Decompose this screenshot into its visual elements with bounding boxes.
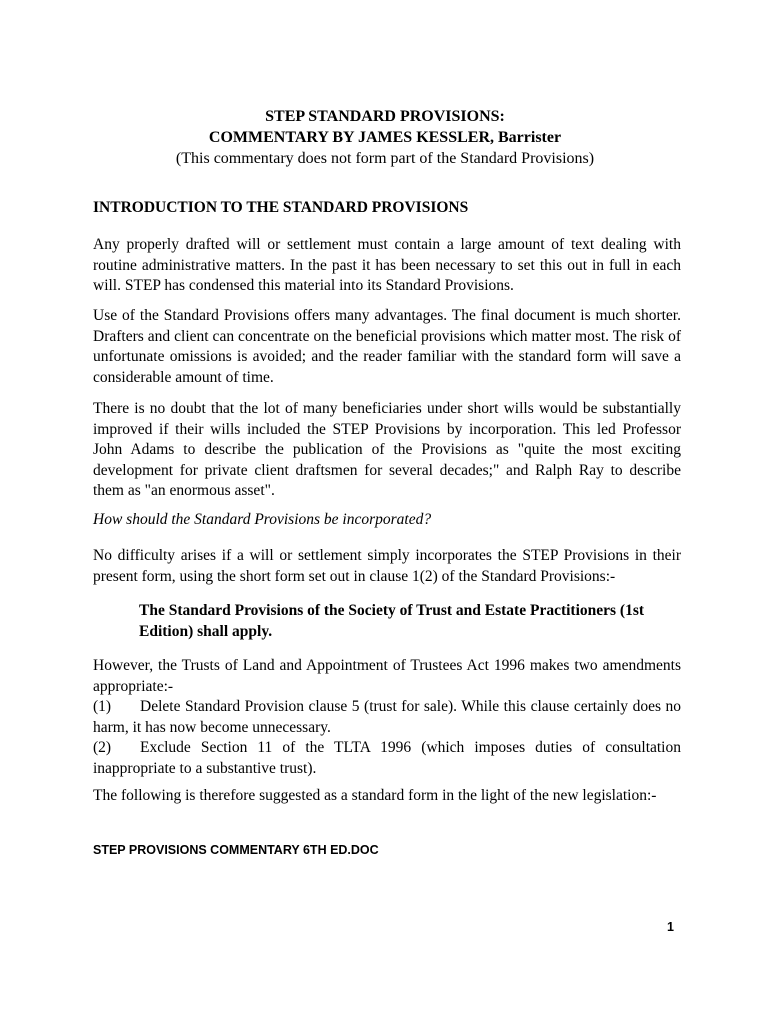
paragraph-4: No difficulty arises if a will or settlement simply incorporates the STEP Provisions in their present form, using the short form set out in clause 1(2) of the Standard Provisions:- [93, 547, 681, 585]
subheading: How should the Standard Provisions be incorporated? [93, 511, 432, 528]
header-author: COMMENTARY BY JAMES KESSLER, Barrister [208, 129, 562, 146]
list-item-1-text: Delete Standard Provision clause 5 (trust for sale). While this clause certainly does no harm, it has now become unnecessary. [93, 698, 681, 736]
header-note: (This commentary does not form part of the Standard Provisions) [175, 150, 595, 167]
page-number: 1 [667, 920, 674, 934]
paragraph-5-intro: However, the Trusts of Land and Appointment of Trustees Act 1996 makes two amendments appropriate:- [93, 657, 681, 695]
paragraph-1: Any properly drafted will or settlement must contain a large amount of text dealing with routine administrative matters. In the past it has been necessary to set this out in full in each will. STEP has condensed this material into its Standard Provisions. [93, 236, 681, 294]
document-header [0, 106, 770, 169]
quoted-clause: The Standard Provisions of the Society of Trust and Estate Practitioners (1st Edition) shall apply. [139, 602, 645, 640]
paragraph-2: Use of the Standard Provisions offers many advantages. The final document is much shorter. Drafters and client can concentrate on the beneficial provisions which matter most. The risk of unfortunate omissions is avoided; and the reader familiar with the standard form will save a considerable amount of time. [93, 307, 681, 386]
footer-filename: STEP PROVISIONS COMMENTARY 6TH ED.DOC [93, 843, 379, 857]
paragraph-3: There is no doubt that the lot of many beneficiaries under short wills would be substantially improved if their wills included the STEP Provisions by incorporation. This led Professor John Adams to describe the publication of the Provisions as "quite the most exciting development for private client draftsmen for several decades;" and Ralph Ray to describe them as "an enormous asset". [93, 400, 681, 499]
list-item-1 [93, 697, 681, 738]
header-title: STEP STANDARD PROVISIONS: [265, 108, 505, 125]
list-item-2 [93, 738, 681, 779]
paragraph-6: The following is therefore suggested as a standard form in the light of the new legislation:- [93, 787, 657, 804]
list-item-2-number: (2) [93, 739, 112, 756]
list-item-1-number: (1) [93, 698, 112, 715]
list-item-2-text: Exclude Section 11 of the TLTA 1996 (which imposes duties of consultation inappropriate to a substantive trust). [93, 739, 681, 777]
section-heading: INTRODUCTION TO THE STANDARD PROVISIONS [93, 199, 469, 216]
paragraph-5 [93, 656, 681, 779]
